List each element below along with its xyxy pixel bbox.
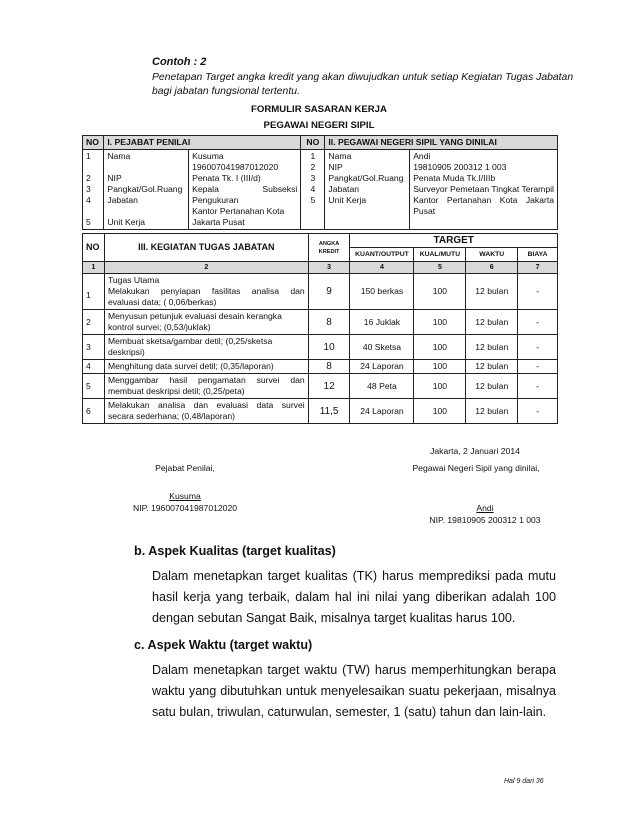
activity-description: Tugas Utama Melakukan penyiapan fasilitas analisa dan evaluasi data; ( 0,06/berkas) [104,274,308,310]
table-row: 2 Menyusun petunjuk evaluasi desain kerangka kontrol survei; (0,53/juklak) 8 16 Juklak 100 12 bulan - [83,310,558,335]
header-cost: BIAYA [518,248,558,262]
officials-table [82,135,558,230]
evaluator-name: Kusuma [169,491,201,501]
column-number: 3 [308,262,350,274]
employee-role: Pegawai Negeri Sipil yang dinilai, [412,463,540,473]
example-description-line2: bagi jabatan fungsional tertentu. [152,86,300,97]
activities-table [82,233,558,424]
column-number: 2 [104,262,308,274]
header-target: TARGET [350,234,558,248]
header-no-left: NO [83,136,104,150]
table-row: 4 Menghitung data survei detil; (0,35/laporan) 8 24 Laporan 100 12 bulan - [83,360,558,374]
header-evaluated-employee: II. PEGAWAI NEGERI SIPIL YANG DINILAI [325,136,558,150]
column-number: 6 [466,262,518,274]
section-b-text: Dalam menetapkan target kualitas (TK) harus memprediksi pada mutu hasil kerja yang terbaik, dalam hal ini nilai yang diberikan adalah 100 dengan sebutan Sangat Baik, misalnya target kualitas harus 100. [152,569,556,625]
header-no-right: NO [301,136,325,150]
section-b-heading: b. Aspek Kualitas (target kualitas) [134,544,336,558]
section-c-heading: c. Aspek Waktu (target waktu) [134,638,313,652]
evaluator-nip: NIP. 196007041987012020 [132,503,238,513]
employee-name: Andi [476,503,494,513]
column-number: 7 [518,262,558,274]
header-no: NO [83,234,105,262]
column-number: 4 [350,262,414,274]
header-activities: III. KEGIATAN TUGAS JABATAN [104,234,308,262]
activity-description: Menghitung data survei detil; (0,35/laporan) [104,360,308,374]
header-quality: KUAL/MUTU [414,248,466,262]
employee-numbers: 1 2 3 4 5 [301,150,325,230]
activity-description: Membuat sketsa/gambar detil; (0,25/sketsa deskripsi) [104,335,308,360]
evaluator-values: Kusuma 196007041987012020 Penata Tk. I (III/d) Kepala Subseksi Pengukuran Kantor Pertanahan Kota Jakarta Pusat [189,150,301,230]
table-row: 5 Menggambar hasil pengamatan survei dan membuat deskripsi detil; (0,25/peta) 12 48 Peta 100 12 bulan - [83,374,558,399]
evaluator-labels: Nama NIP Pangkat/Gol.Ruang Jabatan Unit Kerja [104,150,189,230]
activity-description: Melakukan analisa dan evaluasi data survei secara sederhana; (0,48/laporan) [104,399,308,424]
form-subtitle: PEGAWAI NEGERI SIPIL [263,120,375,131]
section-c-text: Dalam menetapkan target waktu (TW) harus memperhitungkan berapa waktu yang dibutuhkan untuk menyelesaikan suatu pekerjaan, misalnya satu bulan, triwulan, caturwulan, semester, 1 (satu) tahun dan lain-lain. [152,663,556,719]
activity-description: Menggambar hasil pengamatan survei dan membuat deskripsi detil; (0,25/peta) [104,374,308,399]
header-quantity-output: KUANT/OUTPUT [350,248,414,262]
evaluator-role: Pejabat Penilai, [155,463,215,473]
employee-values: Andi 19810905 200312 1 003 Penata Muda Tk.I/IIIb Surveyor Pemetaan Tingkat Terampil Kantor Pertanahan Kota Jakarta Pusat [410,150,558,230]
page-number: Hal 9 dari 36 [504,778,544,785]
header-evaluator: I. PEJABAT PENILAI [104,136,301,150]
table-row: 6 Melakukan analisa dan evaluasi data survei secara sederhana; (0,48/laporan) 11,5 24 Laporan 100 12 bulan - [83,399,558,424]
evaluator-numbers: 1 2 3 4 5 [83,150,104,230]
header-time: WAKTU [466,248,518,262]
form-title: FORMULIR SASARAN KERJA [251,104,387,115]
table-row: 1 Tugas Utama Melakukan penyiapan fasilitas analisa dan evaluasi data; ( 0,06/berkas) 9 150 berkas 100 12 bulan - [83,274,558,310]
activity-description: Menyusun petunjuk evaluasi desain kerangka kontrol survei; (0,53/juklak) [104,310,308,335]
table-row: 3 Membuat sketsa/gambar detil; (0,25/sketsa deskripsi) 10 40 Sketsa 100 12 bulan - [83,335,558,360]
employee-nip: NIP. 19810905 200312 1 003 [429,515,541,525]
header-credit-score: ANGKA KREDIT [308,234,350,262]
column-number: 5 [414,262,466,274]
example-title: Contoh : 2 [152,56,207,68]
employee-labels: Nama NIP Pangkat/Gol.Ruang Jabatan Unit Kerja [325,150,410,230]
column-number: 1 [83,262,105,274]
place-date: Jakarta, 2 Januari 2014 [430,446,520,456]
example-description-line1: Penetapan Target angka kredit yang akan diwujudkan untuk setiap Kegiatan Tugas Jabatan [152,72,574,83]
